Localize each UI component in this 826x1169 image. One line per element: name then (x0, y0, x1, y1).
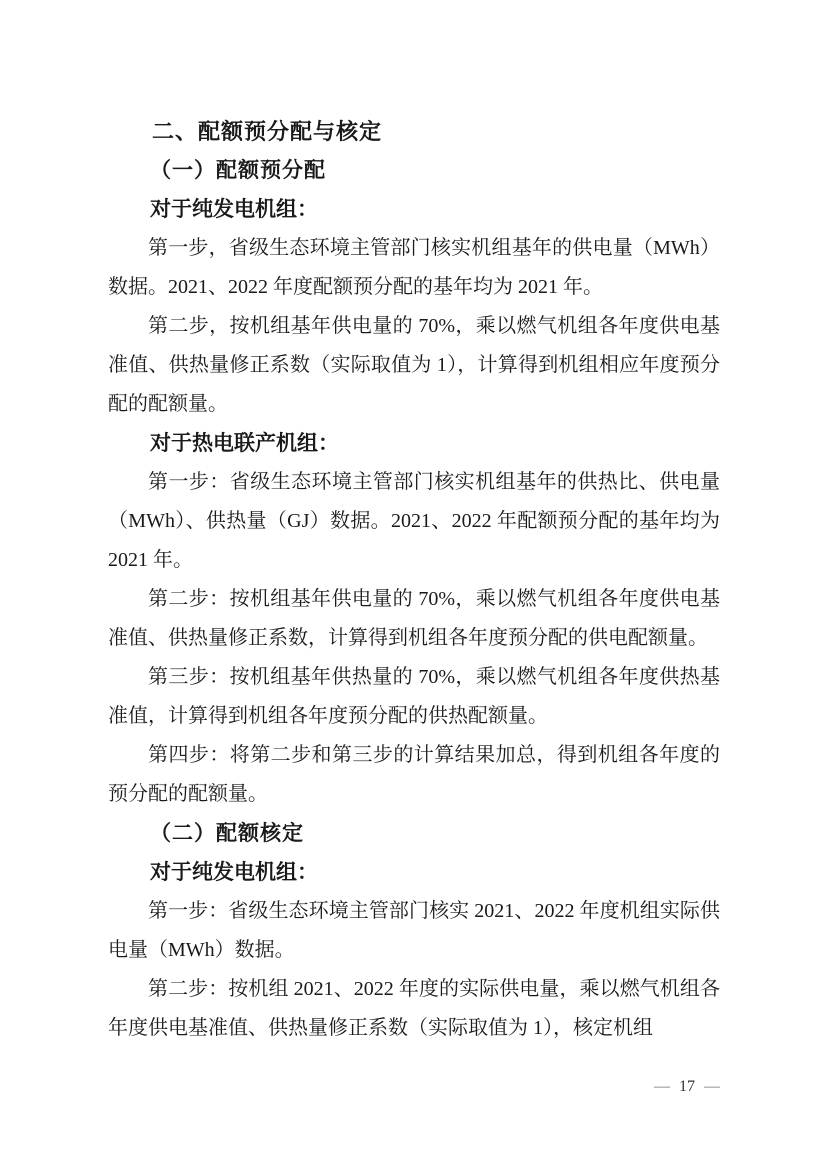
footer-dash-left: — (654, 1078, 670, 1095)
unit-type-label-pure-power: 对于纯发电机组： (150, 197, 318, 221)
unit-type-label-chp: 对于热电联产机组： (150, 431, 339, 455)
footer-dash-right: — (704, 1078, 720, 1095)
page-number: 17 (679, 1078, 695, 1095)
paragraph-pure-step1: 第一步，省级生态环境主管部门核实机组基年的供电量（MWh）数据。2021、2022 年度配额预分配的基年均为 2021 年。 (108, 237, 720, 298)
subsection-heading-verification: （二）配额核定 (150, 821, 304, 845)
section-heading: 二、配额预分配与核定 (152, 119, 383, 144)
paragraph-chp-step1: 第一步：省级生态环境主管部门核实机组基年的供热比、供电量（MWh）、供热量（GJ）数据。2021、2022 年配额预分配的基年均为 2021 年。 (108, 471, 720, 571)
paragraph-verify-step2: 第二步：按机组 2021、2022 年度的实际供电量，乘以燃气机组各年度供电基准值、供热量修正系数（实际取值为 1），核定机组 (108, 978, 720, 1039)
page-footer (654, 1078, 720, 1096)
paragraph-chp-step4: 第四步：将第二步和第三步的计算结果加总，得到机组各年度的预分配的配额量。 (108, 744, 720, 805)
document-content (108, 112, 720, 1048)
paragraph-pure-step2: 第二步，按机组基年供电量的 70%，乘以燃气机组各年度供电基准值、供热量修正系数（实际取值为 1），计算得到机组相应年度预分配的配额量。 (108, 315, 720, 415)
paragraph-chp-step2: 第二步：按机组基年供电量的 70%，乘以燃气机组各年度供电基准值、供热量修正系数，计算得到机组各年度预分配的供电配额量。 (108, 588, 720, 649)
unit-type-label-pure-power-2: 对于纯发电机组： (150, 860, 318, 884)
paragraph-chp-step3: 第三步：按机组基年供热量的 70%，乘以燃气机组各年度供热基准值，计算得到机组各年度预分配的供热配额量。 (108, 666, 720, 727)
subsection-heading-pre-allocation: （一）配额预分配 (150, 158, 326, 182)
paragraph-verify-step1: 第一步：省级生态环境主管部门核实 2021、2022 年度机组实际供电量（MWh）数据。 (108, 900, 720, 961)
